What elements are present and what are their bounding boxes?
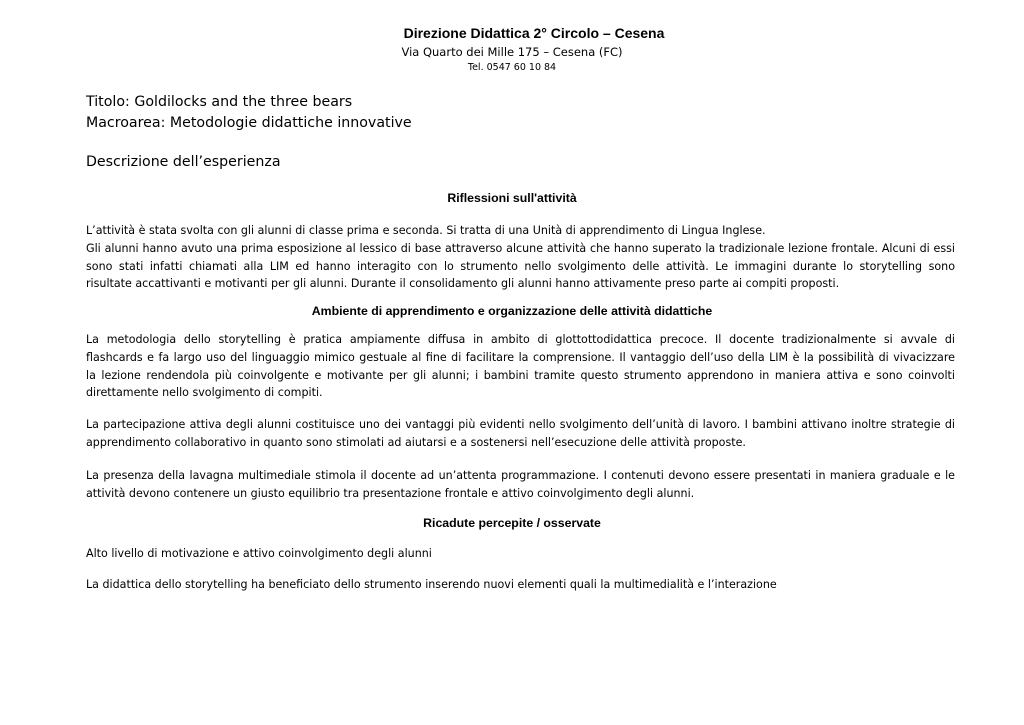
school-name: Direzione Didattica 2° Circolo – Cesena	[403, 25, 665, 41]
environment-line: La partecipazione attiva degli alunni costituisce uno dei vantaggi più evidenti nello svolgimento dell’unità di lavoro. I bambini attivano inoltre strategie di	[86, 418, 955, 431]
environment-paragraph-2	[86, 416, 955, 452]
reflections-line: Gli alunni hanno avuto una prima esposizione al lessico di base attraverso alcune attività che hanno superato la tradizionale lezione frontale. Alcuni di essi	[86, 241, 955, 255]
environment-heading: Ambiente di apprendimento e organizzazione delle attività didattiche	[311, 304, 713, 318]
outcome-line-1: Alto livello di motivazione e attivo coinvolgimento degli alunni	[86, 547, 432, 560]
reflections-heading: Riflessioni sull'attività	[447, 191, 577, 205]
environment-paragraph-3	[86, 467, 955, 503]
macro-area: Macroarea: Metodologie didattiche innovative	[86, 115, 412, 131]
environment-line: La metodologia dello storytelling è pratica ampiamente diffusa in ambito di glottottodidattica precoce. Il docente tradizionalmente si avvale di	[86, 333, 955, 346]
environment-line: la lezione rendendola più coinvolgente e motivante per gli alunni; i bambini tramite questo strumento apprendono in maniera attiva e sono coinvolti	[86, 368, 955, 382]
outcome-line-2: La didattica dello storytelling ha beneficiato dello strumento inserendo nuovi elementi quali la multimedialità e l’interazione	[86, 578, 777, 591]
environment-line: La presenza della lavagna multimediale stimola il docente ad un’attenta programmazione. I contenuti devono essere presentati in maniera graduale e le	[86, 469, 955, 482]
description-label: Descrizione dell’esperienza	[86, 154, 281, 170]
reflections-line: L’attività è stata svolta con gli alunni di classe prima e seconda. Si tratta di una Unità di apprendimento di Lingua Inglese.	[86, 224, 766, 237]
environment-line: attività devono contenere un giusto equilibrio tra presentazione frontale e attivo coinvolgimento degli alunni.	[86, 486, 695, 500]
document-title: Titolo: Goldilocks and the three bears	[86, 94, 353, 110]
environment-line: direttamente nello svolgimento di compiti.	[86, 386, 323, 400]
reflections-paragraph	[86, 222, 955, 293]
environment-paragraph-1	[86, 331, 955, 402]
reflections-line: sono stati infatti chiamati alla LIM ed hanno interagito con lo strumento nello svolgimento delle attività. Le immagini durante lo storytelling sono	[86, 259, 955, 273]
environment-line: apprendimento collaborativo in quanto sono stimolati ad aiutarsi e a sostenersi nell’esecuzione delle attività proposte.	[86, 435, 746, 449]
school-phone: Tel. 0547 60 10 84	[467, 62, 557, 73]
outcomes-heading: Ricadute percepite / osservate	[423, 516, 601, 530]
environment-line: flashcards e fa largo uso del linguaggio mimico gestuale al fine di facilitare la comprensione. Il vantaggio dell’uso della LIM è la possibilità di vivacizzare	[86, 350, 955, 364]
reflections-line: risultate accattivanti e motivanti per gli alunni. Durante il consolidamento gli alunni hanno attivamente preso parte ai compiti proposti.	[86, 277, 840, 291]
school-address: Via Quarto dei Mille 175 – Cesena (FC)	[401, 45, 623, 59]
